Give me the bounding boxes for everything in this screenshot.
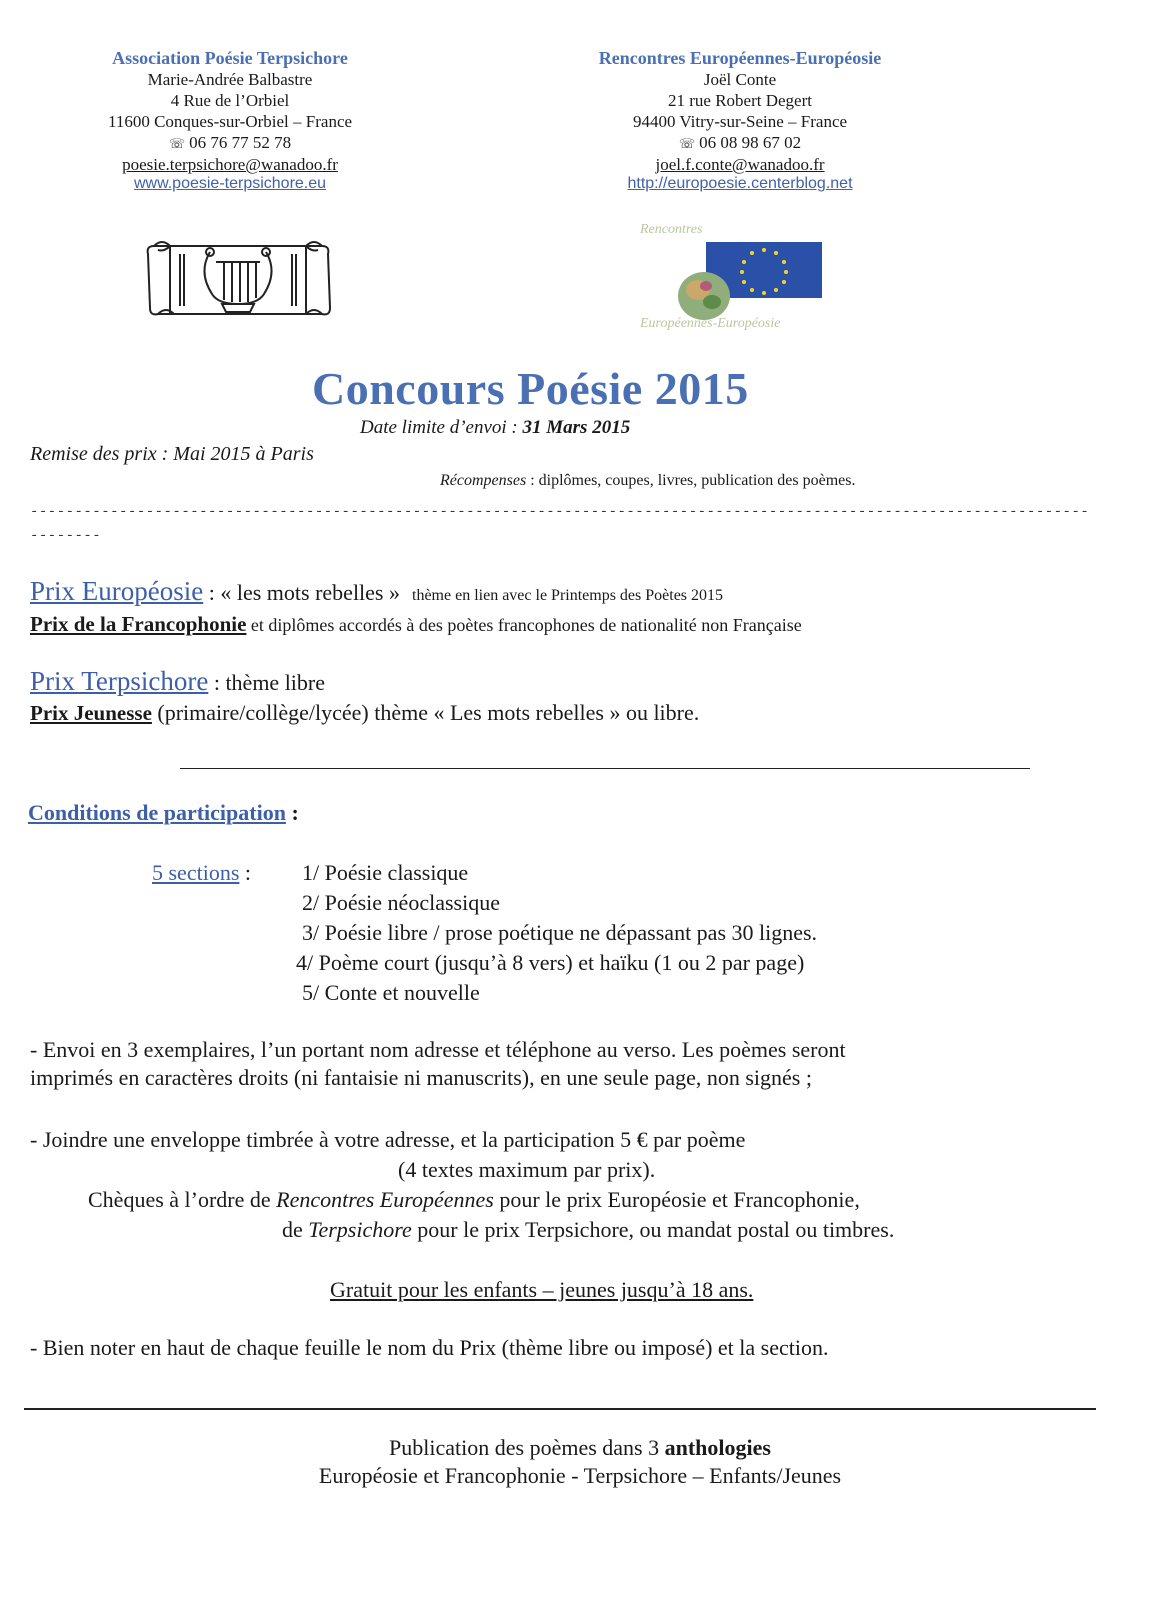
phone-line-right (540, 132, 940, 154)
association-name-right: Rencontres Européennes-Européosie (598, 48, 882, 68)
prize-francophonie-name: Prix de la Francophonie (30, 612, 247, 636)
deadline-label: Date limite d’envoi : (360, 417, 523, 438)
logo-top-text: Rencontres (640, 222, 703, 237)
phone-icon: ☏ (678, 136, 696, 151)
footer-line-1 (180, 1434, 980, 1462)
footer-line-1a: Publication des poèmes dans 3 (389, 1435, 665, 1460)
cheques-line-1 (88, 1186, 860, 1214)
cheques-1b: Rencontres Européennes (276, 1187, 494, 1212)
europoesie-logo (640, 222, 870, 342)
lyre-scroll-logo (140, 232, 340, 322)
right-header (540, 48, 940, 193)
conditions-title: Conditions de participation (28, 800, 286, 825)
footer-line-1b: anthologies (664, 1435, 771, 1460)
phone-number: 06 76 77 52 78 (189, 133, 292, 152)
cheques-1a: Chèques à l’ordre de (88, 1187, 277, 1212)
email-link-right[interactable]: joel.f.conte@wanadoo.fr (655, 155, 825, 174)
prize-jeunesse-text: (primaire/collège/lycée) thème « Les mots rebelles » ou libre. (151, 700, 700, 725)
street-address: 4 Rue de l’Orbiel (170, 91, 290, 110)
contact-name: Marie-Andrée Balbastre (147, 70, 313, 89)
section-item: 4/ Poème court (jusqu’à 8 vers) et haïku (1 ou 2 par page) (296, 950, 805, 975)
footer-line-2: Européosie et Francophonie - Terpsichore – Enfants/Jeunes (318, 1463, 842, 1488)
left-header (60, 48, 400, 193)
rewards-text: : diplômes, coupes, livres, publication des poèmes. (526, 472, 856, 489)
cheques-2a: de (282, 1217, 309, 1242)
prize-europoesie (30, 576, 723, 607)
sections-label-text: 5 sections (152, 860, 240, 885)
prize-europoesie-theme: « les mots rebelles » (220, 580, 400, 605)
envoi-paragraph (30, 1036, 846, 1092)
street-address-right: 21 rue Robert Degert (668, 91, 812, 110)
prize-europoesie-name: Prix Européosie (30, 576, 204, 606)
ceremony-info: Remise des prix : Mai 2015 à Paris (30, 443, 314, 465)
cheques-line-2 (282, 1216, 894, 1244)
prize-europoesie-note: thème en lien avec le Printemps des Poètes 2015 (412, 587, 724, 604)
cheques-1c: pour le prix Européosie et Francophonie, (493, 1187, 860, 1212)
dashed-separator: ----------------------------------------------------------------------------------------------------------------------- (30, 504, 1090, 520)
prize-jeunesse-name: Prix Jeunesse (30, 701, 152, 725)
phone-line (60, 132, 400, 154)
email-link[interactable]: poesie.terpsichore@wanadoo.fr (122, 155, 338, 174)
conditions-heading (28, 800, 299, 826)
website-link-right[interactable]: http://europoesie.centerblog.net (627, 175, 853, 192)
city-address-right: 94400 Vitry-sur-Seine – France (632, 112, 848, 131)
envoi-line-1: - Envoi en 3 exemplaires, l’un portant nom adresse et téléphone au verso. Les poèmes seront (30, 1037, 846, 1062)
page-title: Concours Poésie 2015 (312, 363, 749, 414)
cheques-2b: Terpsichore (308, 1217, 412, 1242)
eu-flag-icon (640, 236, 870, 326)
phone-icon: ☏ (168, 136, 186, 151)
logo-bottom-text: Européennes-Européosie (640, 316, 781, 331)
gratuit-note: Gratuit pour les enfants – jeunes jusqu’à 18 ans. (330, 1277, 754, 1302)
deadline (360, 417, 630, 439)
prize-jeunesse (30, 700, 699, 726)
city-address: 11600 Conques-sur-Orbiel – France (107, 112, 353, 131)
divider-2 (24, 1408, 1096, 1410)
prize-terpsichore (30, 666, 325, 697)
prize-terpsichore-text: : thème libre (208, 670, 326, 695)
lyre-icon (140, 232, 340, 322)
sections-label-colon: : (239, 860, 252, 885)
section-item: 3/ Poésie libre / prose poétique ne dépassant pas 30 lignes. (302, 920, 818, 945)
deadline-date: 31 Mars 2015 (522, 417, 631, 438)
rewards-label: Récompenses (440, 472, 527, 489)
prize-francophonie (30, 612, 802, 637)
section-item: 1/ Poésie classique (302, 860, 469, 885)
joindre-line-2: (4 textes maximum par prix). (398, 1157, 656, 1182)
conditions-colon: : (285, 800, 299, 825)
sections-label (152, 858, 251, 888)
noter-note: - Bien noter en haut de chaque feuille le nom du Prix (thème libre ou imposé) et la section. (30, 1335, 829, 1360)
cheques-2c: pour le prix Terpsichore, ou mandat postal ou timbres. (411, 1217, 895, 1242)
section-item: 5/ Conte et nouvelle (302, 980, 480, 1005)
section-item: 2/ Poésie néoclassique (302, 890, 500, 915)
joindre-line-1: - Joindre une enveloppe timbrée à votre adresse, et la participation 5 € par poème (30, 1127, 746, 1152)
dashed-separator-end: -------- (30, 528, 102, 544)
prize-francophonie-text: et diplômes accordés à des poètes francophones de nationalité non Française (246, 615, 802, 635)
divider-1 (180, 768, 1030, 769)
phone-number-right: 06 08 98 67 02 (699, 133, 802, 152)
contact-name-right: Joël Conte (703, 70, 777, 89)
prize-terpsichore-name: Prix Terpsichore (30, 666, 209, 696)
website-link[interactable]: www.poesie-terpsichore.eu (133, 175, 327, 192)
rewards (440, 472, 855, 490)
prize-europoesie-colon: : (203, 580, 221, 605)
footer (180, 1434, 980, 1490)
association-name: Association Poésie Terpsichore (112, 48, 348, 68)
envoi-line-2: imprimés en caractères droits (ni fantaisie ni manuscrits), en une seule page, non signés ; (30, 1065, 812, 1090)
